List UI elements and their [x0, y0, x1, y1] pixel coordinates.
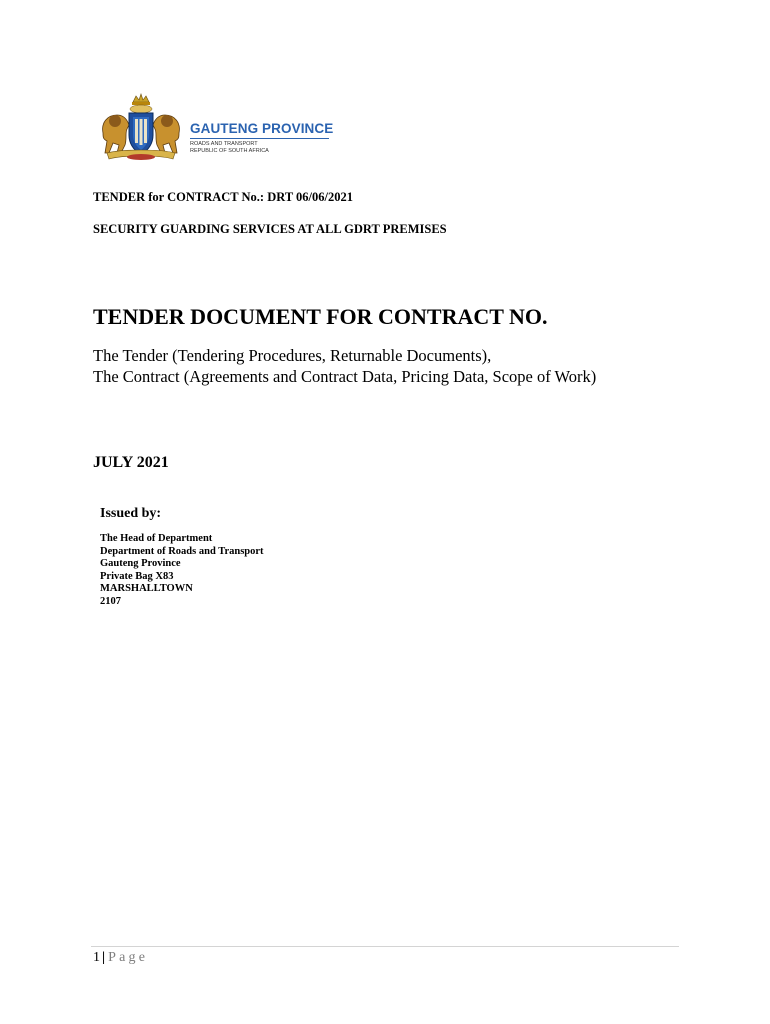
- page-number: 1: [93, 950, 100, 965]
- logo-subtitle-line1: ROADS AND TRANSPORT: [190, 141, 258, 147]
- gauteng-logo: [97, 93, 337, 163]
- document-subtitle-line2: The Contract (Agreements and Contract Data, Pricing Data, Scope of Work): [93, 367, 597, 386]
- issuer-address: [100, 533, 264, 609]
- address-line: MARSHALLTOWN: [100, 583, 193, 595]
- page-footer: [93, 950, 148, 966]
- address-line: Department of Roads and Transport: [100, 545, 264, 557]
- logo-title: GAUTENG PROVINCE: [190, 121, 334, 136]
- footer-divider: [91, 946, 679, 947]
- tender-contract-number: TENDER for CONTRACT No.: DRT 06/06/2021: [93, 190, 353, 204]
- address-line: Gauteng Province: [100, 558, 181, 570]
- page-label: Page: [108, 950, 149, 965]
- logo-subtitle-line2: REPUBLIC OF SOUTH AFRICA: [190, 148, 269, 154]
- address-line: The Head of Department: [100, 533, 213, 544]
- page-separator: |: [102, 950, 106, 965]
- address-line: Private Bag X83: [100, 570, 174, 582]
- address-line: 2107: [100, 595, 121, 607]
- issued-by-label: Issued by:: [100, 506, 162, 521]
- document-title: TENDER DOCUMENT FOR CONTRACT NO.: [93, 304, 548, 329]
- document-date: JULY 2021: [93, 454, 169, 471]
- document-subtitle-line1: The Tender (Tendering Procedures, Returnable Documents),: [93, 346, 492, 365]
- logo-underline: [190, 138, 329, 139]
- logo-text: [190, 121, 340, 155]
- coat-of-arms-icon: [97, 93, 185, 163]
- service-description: SECURITY GUARDING SERVICES AT ALL GDRT PREMISES: [93, 222, 447, 236]
